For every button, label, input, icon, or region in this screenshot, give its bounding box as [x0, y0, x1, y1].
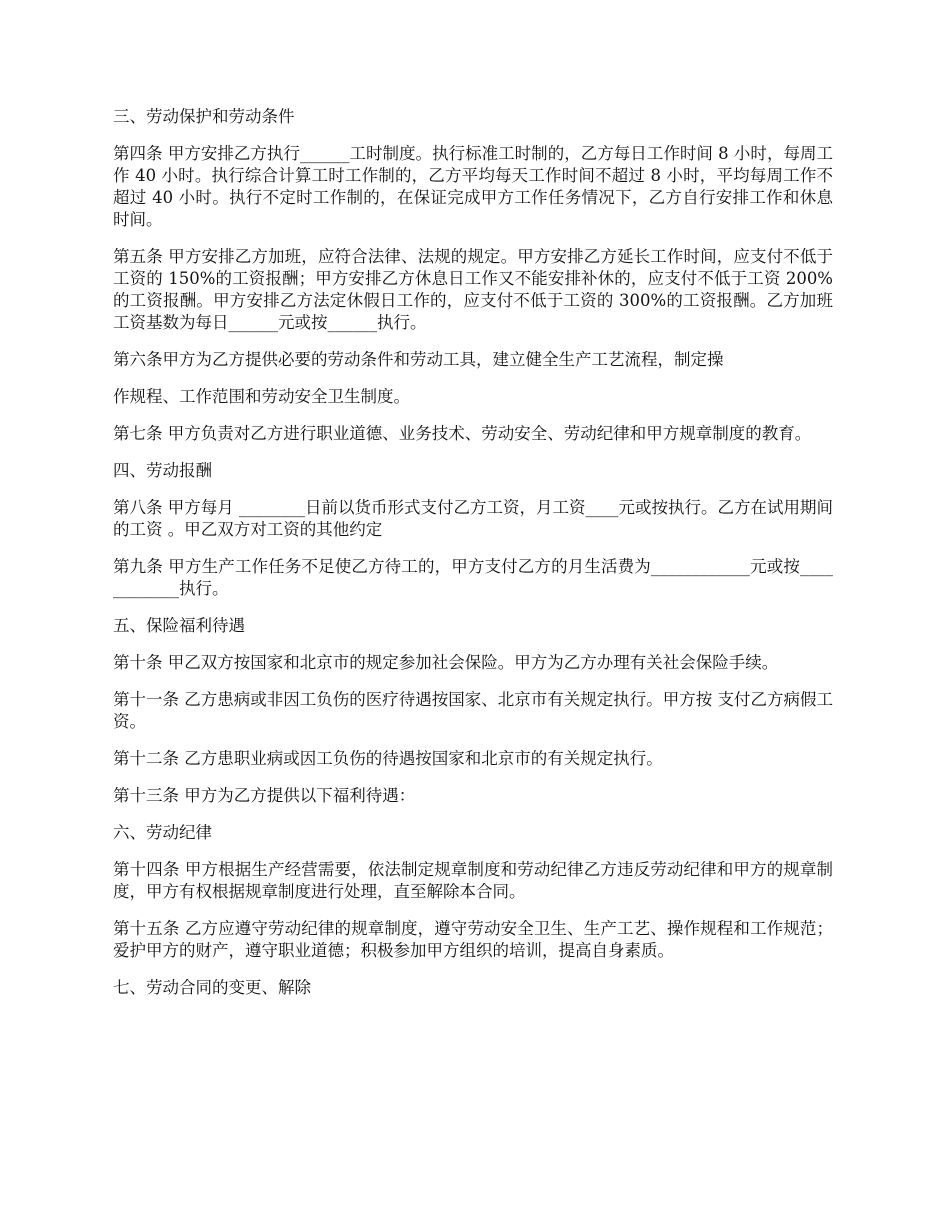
- article-12: 第十二条 乙方患职业病或因工负伤的待遇按国家和北京市的有关规定执行。: [113, 749, 663, 768]
- article-10: 第十条 甲乙双方按国家和北京市的规定参加社会保险。甲方为乙方办理有关社会保险手续。: [113, 653, 779, 672]
- article-11: 第十一条 乙方患病或非因工负伤的医疗待遇按国家、北京市有关规定执行。甲方按 支付乙方病假工资。: [113, 690, 833, 731]
- section-heading-insurance-welfare: 五、保险福利待遇: [113, 616, 245, 635]
- article-6-line-1: 第六条甲方为乙方提供必要的劳动条件和劳动工具，建立健全生产工艺流程，制定操: [113, 350, 724, 369]
- section-heading-remuneration: 四、劳动报酬: [113, 461, 212, 480]
- document-body: [113, 106, 833, 1014]
- article-4: 第四条 甲方安排乙方执行______工时制度。执行标准工时制的，乙方每日工作时间 8 小时，每周工作 40 小时。执行综合计算工时工作制的，乙方平均每天工作时间不超过 8 小时，平均每周工作不超过 40 小时。执行不定时工作制的，在保证完成甲方工作任务情况下，乙方自行安排工作和休息时间。: [113, 144, 833, 229]
- article-8: 第八条 甲方每月 ________日前以货币形式支付乙方工资，月工资____元或按执行。乙方在试用期间的工资 。甲乙双方对工资的其他约定: [113, 498, 833, 539]
- article-13: 第十三条 甲方为乙方提供以下福利待遇：: [113, 786, 416, 805]
- section-heading-labor-protection: 三、劳动保护和劳动条件: [113, 107, 295, 126]
- section-heading-labor-discipline: 六、劳动纪律: [113, 823, 212, 842]
- article-6-line-2: 作规程、工作范围和劳动安全卫生制度。: [113, 387, 410, 406]
- article-14: 第十四条 甲方根据生产经营需要，依法制定规章制度和劳动纪律乙方违反劳动纪律和甲方的规章制度，甲方有权根据规章制度进行处理，直至解除本合同。: [113, 860, 833, 901]
- article-7: 第七条 甲方负责对乙方进行职业道德、业务技术、劳动安全、劳动纪律和甲方规章制度的教育。: [113, 424, 812, 443]
- article-5: 第五条 甲方安排乙方加班，应符合法律、法规的规定。甲方安排乙方延长工作时间，应支付不低于工资的 150%的工资报酬；甲方安排乙方休息日工作又不能安排补休的，应支付不低于工资 200%的工资报酬。甲方安排乙方法定休假日工作的，应支付不低于工资的 300%的工资报酬。乙方加班工资基数为每日______元或按______执行。: [113, 247, 833, 332]
- article-9: 第九条 甲方生产工作任务不足使乙方待工的，甲方支付乙方的月生活费为____________元或按____________执行。: [113, 557, 833, 598]
- section-heading-contract-change: 七、劳动合同的变更、解除: [113, 978, 311, 997]
- article-15: 第十五条 乙方应遵守劳动纪律的规章制度，遵守劳动安全卫生、生产工艺、操作规程和工作规范；爱护甲方的财产，遵守职业道德；积极参加甲方组织的培训，提高自身素质。: [113, 919, 833, 960]
